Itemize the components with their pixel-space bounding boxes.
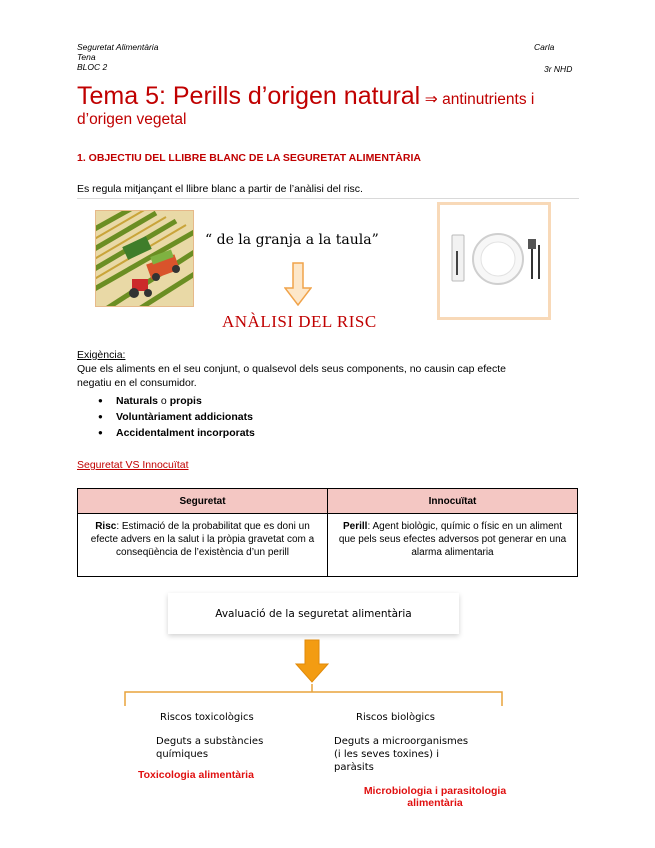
risk-bio-desc-1: Deguts a microorganismes <box>334 736 469 747</box>
header-subject: Seguretat Alimentària <box>77 42 159 52</box>
header-left <box>77 42 158 72</box>
seguretat-vs-innocuitat-link[interactable]: Seguretat VS Innocuïtat <box>77 459 189 471</box>
term-risc: Risc <box>95 521 117 532</box>
orange-down-arrow-icon <box>296 640 328 682</box>
exigencia-text <box>77 362 597 390</box>
risk-biological-desc <box>334 735 468 774</box>
risk-tox-desc-2: químiques <box>156 749 209 760</box>
table-row <box>78 514 578 577</box>
risk-analysis-label: ANÀLISI DEL RISC <box>222 312 377 331</box>
exigencia-list <box>96 393 255 441</box>
exigencia-label: Exigència: <box>77 349 126 361</box>
risk-toxicological-title: Riscos toxicològics <box>160 712 254 723</box>
cell-perill <box>328 514 578 577</box>
plate-cutlery-icon <box>440 205 548 317</box>
bullet-bold-2: propis <box>169 395 202 407</box>
term-perill: Perill <box>342 521 368 532</box>
page-title <box>77 82 597 129</box>
def-perill: : Agent biològic, químic o físic en un aliment que pels seus efectes adversos pot generar en una alarma alimentaria <box>338 521 567 558</box>
list-item <box>96 425 255 441</box>
header-course: 3r NHD <box>544 64 573 74</box>
section-heading: 1. OBJECTIU DEL LLIBRE BLANC DE LA SEGURETAT ALIMENTÀRIA <box>77 152 421 164</box>
diagram-connectors <box>120 634 520 714</box>
risk-bio-desc-2: (i les seves toxines) i <box>334 749 439 760</box>
exigencia-line-2: negatiu en el consumidor. <box>77 377 197 389</box>
header-author-surname: Tena <box>77 52 96 62</box>
toxicology-label: Toxicologia alimentària <box>138 769 254 781</box>
tractor-harvest-icon <box>96 211 193 306</box>
header-seguretat: Seguretat <box>78 489 328 514</box>
evaluation-box: Avaluació de la seguretat alimentària <box>168 593 459 634</box>
table-header-row <box>78 489 578 514</box>
microbiology-label-1: Microbiologia i parasitologia <box>363 785 507 797</box>
section-intro: Es regula mitjançant el llibre blanc a partir de l’anàlisi del risc. <box>77 183 363 195</box>
quote-farm-to-table: “ de la granja a la taula” <box>205 232 379 248</box>
risk-bio-desc-3: paràsits <box>334 762 374 773</box>
risk-tox-desc-1: Deguts a substàncies <box>156 736 264 747</box>
risk-biological-title: Riscos biològics <box>356 712 435 723</box>
header-bloc: BLOC 2 <box>77 62 108 72</box>
divider <box>77 198 579 199</box>
cell-risc <box>78 514 328 577</box>
title-main: Tema 5: Perills d’origen natural <box>77 82 421 110</box>
microbiology-label <box>340 785 530 809</box>
down-arrow-icon <box>284 262 312 306</box>
title-sub-2: d’origen vegetal <box>77 111 187 128</box>
branch-line <box>125 692 502 706</box>
title-sub-1: antinutrients i <box>442 91 535 108</box>
comparison-table <box>77 488 578 577</box>
title-arrow: ⇒ <box>424 91 438 108</box>
plate-illustration <box>437 202 551 320</box>
bullet-bold: Naturals <box>116 395 159 407</box>
bullet-bold: Accidentalment incorporats <box>116 427 255 439</box>
list-item <box>96 393 255 409</box>
list-item <box>96 409 255 425</box>
bullet-bold: Voluntàriament addicionats <box>116 411 253 423</box>
microbiology-label-2: alimentària <box>407 797 463 809</box>
header-innocuitat: Innocuïtat <box>328 489 578 514</box>
bullet-text: o <box>158 395 170 407</box>
exigencia-line-1: Que els aliments en el seu conjunt, o qualsevol dels seus components, no causin cap efecte <box>77 363 507 375</box>
header-author-name: Carla <box>534 42 555 52</box>
def-risc: : Estimació de la probabilitat que es doni un efecte advers en la salut i la pròpia gravetat com a conseqüència de l’existència d’un perill <box>90 521 315 558</box>
farm-illustration <box>95 210 194 307</box>
risk-toxicological-desc <box>156 735 263 761</box>
